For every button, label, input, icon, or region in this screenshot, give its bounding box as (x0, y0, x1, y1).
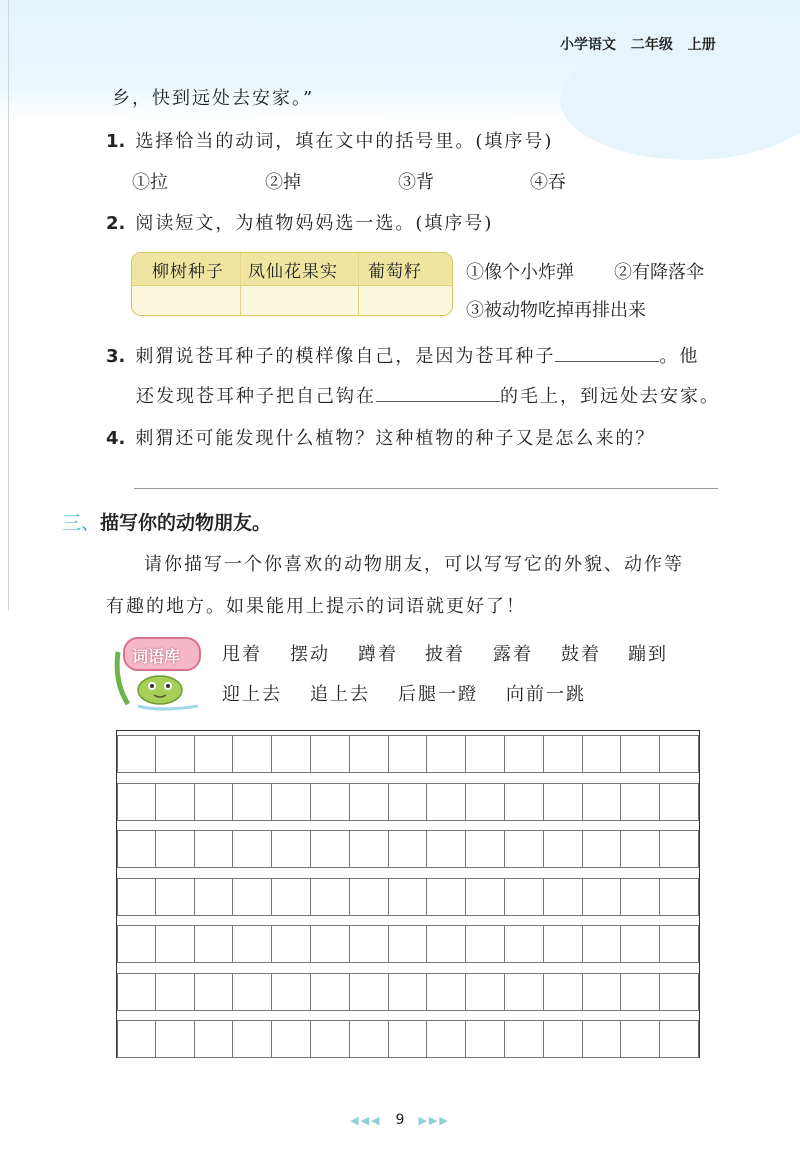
grid-row (117, 878, 699, 916)
option-2: ②掉 (265, 172, 301, 193)
grid-cell[interactable] (583, 878, 622, 916)
word-7: 蹦到 (628, 644, 668, 665)
grid-cell[interactable] (117, 1020, 156, 1058)
option-4: ④吞 (530, 172, 566, 193)
grid-cell[interactable] (195, 830, 234, 868)
page-edge (8, 0, 9, 610)
grid-cell[interactable] (583, 1020, 622, 1058)
plant-table (131, 252, 453, 316)
choice-2: ②有降落伞 (614, 262, 704, 283)
grid-row (117, 1020, 699, 1058)
choice-3: ③被动物吃掉再排出来 (466, 300, 646, 321)
question-4 (106, 424, 655, 450)
grid-cell[interactable] (660, 973, 699, 1011)
grid-cell[interactable] (466, 830, 505, 868)
grid-cell[interactable] (621, 735, 660, 773)
grid-cell[interactable] (389, 830, 428, 868)
grid-row (117, 925, 699, 963)
plant-divider (358, 253, 359, 315)
grid-cell[interactable] (505, 878, 544, 916)
question-3-text-d: 的毛上，到远处去安家。 (500, 386, 720, 407)
grid-cell[interactable] (505, 1020, 544, 1058)
grid-cell[interactable] (233, 1020, 272, 1058)
grid-cell[interactable] (544, 925, 583, 963)
grid-cell[interactable] (621, 878, 660, 916)
grid-cell[interactable] (660, 878, 699, 916)
grid-cell[interactable] (427, 1020, 466, 1058)
grid-cell[interactable] (311, 973, 350, 1011)
grid-cell[interactable] (660, 1020, 699, 1058)
header-volume: 上册 (687, 37, 716, 53)
question-1 (106, 127, 553, 153)
grid-cell[interactable] (583, 973, 622, 1011)
option-3: ③背 (398, 172, 434, 193)
grid-cell[interactable] (156, 925, 195, 963)
word-3: 蹲着 (358, 644, 398, 665)
grid-cell[interactable] (195, 1020, 234, 1058)
intro-line: 乡，快到远处去安家。” (112, 88, 315, 109)
question-3-text-b: 。他 (659, 346, 700, 367)
word-1: 甩着 (222, 644, 262, 665)
grid-cell[interactable] (660, 925, 699, 963)
grid-cell[interactable] (583, 735, 622, 773)
plant-divider (240, 253, 241, 315)
grid-cell[interactable] (350, 735, 389, 773)
header-subject: 小学语文 (560, 37, 616, 53)
grid-cell[interactable] (544, 1020, 583, 1058)
grid-cell[interactable] (466, 878, 505, 916)
grid-cell[interactable] (195, 973, 234, 1011)
grid-cell[interactable] (233, 735, 272, 773)
grid-cell[interactable] (272, 925, 311, 963)
grid-cell[interactable] (233, 830, 272, 868)
grid-row (117, 830, 699, 868)
grid-cell[interactable] (233, 878, 272, 916)
grid-cell[interactable] (233, 925, 272, 963)
grid-cell[interactable] (117, 878, 156, 916)
word-5: 露着 (493, 644, 533, 665)
word-8: 迎上去 (222, 684, 282, 705)
grid-cell[interactable] (195, 925, 234, 963)
grid-cell[interactable] (389, 925, 428, 963)
question-1-number: 1. (106, 131, 126, 152)
choice-1: ①像个小炸弹 (466, 262, 574, 283)
plant-grape: 葡萄籽 (368, 262, 422, 282)
question-4-text: 刺猬还可能发现什么植物？这种植物的种子又是怎么来的？ (135, 428, 656, 449)
grid-cell[interactable] (621, 783, 660, 821)
grid-cell[interactable] (117, 830, 156, 868)
grid-cell[interactable] (660, 783, 699, 821)
question-2-number: 2. (106, 213, 126, 234)
grid-cell[interactable] (311, 1020, 350, 1058)
grid-cell[interactable] (311, 925, 350, 963)
word-bank-icon (110, 632, 210, 712)
grid-row (117, 783, 699, 821)
grid-cell[interactable] (466, 735, 505, 773)
question-2 (106, 209, 493, 235)
footer-right-arrows: ▶▶▶ (418, 1114, 450, 1127)
grid-cell[interactable] (350, 925, 389, 963)
grid-cell[interactable] (505, 830, 544, 868)
footer-left-arrows: ◀◀◀ (350, 1114, 382, 1127)
grid-cell[interactable] (350, 830, 389, 868)
question-4-number: 4. (106, 428, 126, 449)
word-bank-label: 词语库 (132, 647, 181, 666)
grid-cell[interactable] (427, 925, 466, 963)
page-footer (0, 1112, 800, 1128)
grid-cell[interactable] (505, 925, 544, 963)
section-3-para-1: 请你描写一个你喜欢的动物朋友，可以写写它的外貌、动作等 (144, 554, 684, 575)
grid-cell[interactable] (350, 783, 389, 821)
page-number: 9 (395, 1112, 405, 1128)
grid-cell[interactable] (466, 783, 505, 821)
grid-cell[interactable] (272, 973, 311, 1011)
grid-cell[interactable] (583, 925, 622, 963)
grid-cell[interactable] (117, 925, 156, 963)
grid-cell[interactable] (389, 735, 428, 773)
grid-cell[interactable] (156, 783, 195, 821)
question-3-line-2 (136, 382, 720, 408)
grid-cell[interactable] (544, 783, 583, 821)
grid-cell[interactable] (350, 1020, 389, 1058)
grid-cell[interactable] (117, 735, 156, 773)
grid-cell[interactable] (233, 783, 272, 821)
section-3-para-2: 有趣的地方。如果能用上提示的词语就更好了！ (106, 596, 526, 617)
grid-cell[interactable] (311, 735, 350, 773)
question-3-number: 3. (106, 346, 126, 367)
grid-cell[interactable] (466, 1020, 505, 1058)
grid-cell[interactable] (389, 973, 428, 1011)
grid-cell[interactable] (544, 973, 583, 1011)
grid-cell[interactable] (660, 735, 699, 773)
grid-cell[interactable] (195, 735, 234, 773)
question-3 (106, 342, 699, 368)
grid-cell[interactable] (505, 735, 544, 773)
section-3-heading: 描写你的动物朋友。 (100, 512, 272, 534)
answer-line[interactable] (134, 488, 718, 489)
answer-blank-2[interactable] (376, 401, 500, 402)
grid-cell[interactable] (427, 973, 466, 1011)
grid-cell[interactable] (272, 878, 311, 916)
grid-cell[interactable] (466, 973, 505, 1011)
grid-cell[interactable] (272, 1020, 311, 1058)
grid-cell[interactable] (466, 925, 505, 963)
word-4: 披着 (425, 644, 465, 665)
grid-cell[interactable] (389, 783, 428, 821)
grid-cell[interactable] (660, 830, 699, 868)
grid-cell[interactable] (583, 830, 622, 868)
grid-cell[interactable] (621, 925, 660, 963)
grid-cell[interactable] (621, 830, 660, 868)
word-10: 后腿一蹬 (398, 684, 478, 705)
grid-cell[interactable] (427, 783, 466, 821)
question-1-text: 选择恰当的动词，填在文中的括号里。(填序号) (135, 131, 554, 152)
grid-cell[interactable] (311, 783, 350, 821)
grid-cell[interactable] (156, 830, 195, 868)
grid-cell[interactable] (350, 878, 389, 916)
question-2-text: 阅读短文，为植物妈妈选一选。(填序号) (135, 213, 494, 234)
grid-cell[interactable] (427, 735, 466, 773)
grid-cell[interactable] (117, 973, 156, 1011)
grid-cell[interactable] (544, 830, 583, 868)
grid-cell[interactable] (195, 783, 234, 821)
grid-row (117, 973, 699, 1011)
word-11: 向前一跳 (506, 684, 586, 705)
grid-cell[interactable] (156, 878, 195, 916)
grid-cell[interactable] (233, 973, 272, 1011)
grid-cell[interactable] (156, 1020, 195, 1058)
grid-cell[interactable] (117, 783, 156, 821)
question-3-text-a: 刺猬说苍耳种子的模样像自己，是因为苍耳种子 (135, 346, 556, 367)
grid-cell[interactable] (621, 973, 660, 1011)
grid-cell[interactable] (505, 783, 544, 821)
grid-cell[interactable] (583, 783, 622, 821)
section-3-title (62, 508, 271, 535)
section-3-number: 三、 (62, 512, 101, 534)
grid-cell[interactable] (544, 735, 583, 773)
option-1: ①拉 (132, 172, 168, 193)
book-header (560, 34, 716, 54)
grid-cell[interactable] (272, 830, 311, 868)
grid-cell[interactable] (156, 735, 195, 773)
grid-cell[interactable] (272, 735, 311, 773)
grid-cell[interactable] (389, 1020, 428, 1058)
grid-cell[interactable] (505, 973, 544, 1011)
grid-cell[interactable] (156, 973, 195, 1011)
grid-cell[interactable] (311, 830, 350, 868)
grid-cell[interactable] (544, 878, 583, 916)
plant-balsam: 凤仙花果实 (248, 262, 338, 282)
grid-cell[interactable] (350, 973, 389, 1011)
plant-willow: 柳树种子 (152, 262, 224, 282)
grid-cell[interactable] (311, 878, 350, 916)
grid-cell[interactable] (272, 783, 311, 821)
grid-cell[interactable] (427, 830, 466, 868)
word-2: 摆动 (290, 644, 330, 665)
grid-cell[interactable] (621, 1020, 660, 1058)
writing-grid[interactable] (116, 730, 700, 1058)
grid-row (117, 735, 699, 773)
grid-cell[interactable] (427, 878, 466, 916)
header-decoration (560, 40, 800, 160)
word-9: 追上去 (310, 684, 370, 705)
word-6: 鼓着 (561, 644, 601, 665)
header-grade: 二年级 (630, 37, 673, 53)
question-3-text-c: 还发现苍耳种子把自己钩在 (136, 386, 376, 407)
grid-cell[interactable] (389, 878, 428, 916)
grid-cell[interactable] (195, 878, 234, 916)
answer-blank-1[interactable] (555, 361, 659, 362)
